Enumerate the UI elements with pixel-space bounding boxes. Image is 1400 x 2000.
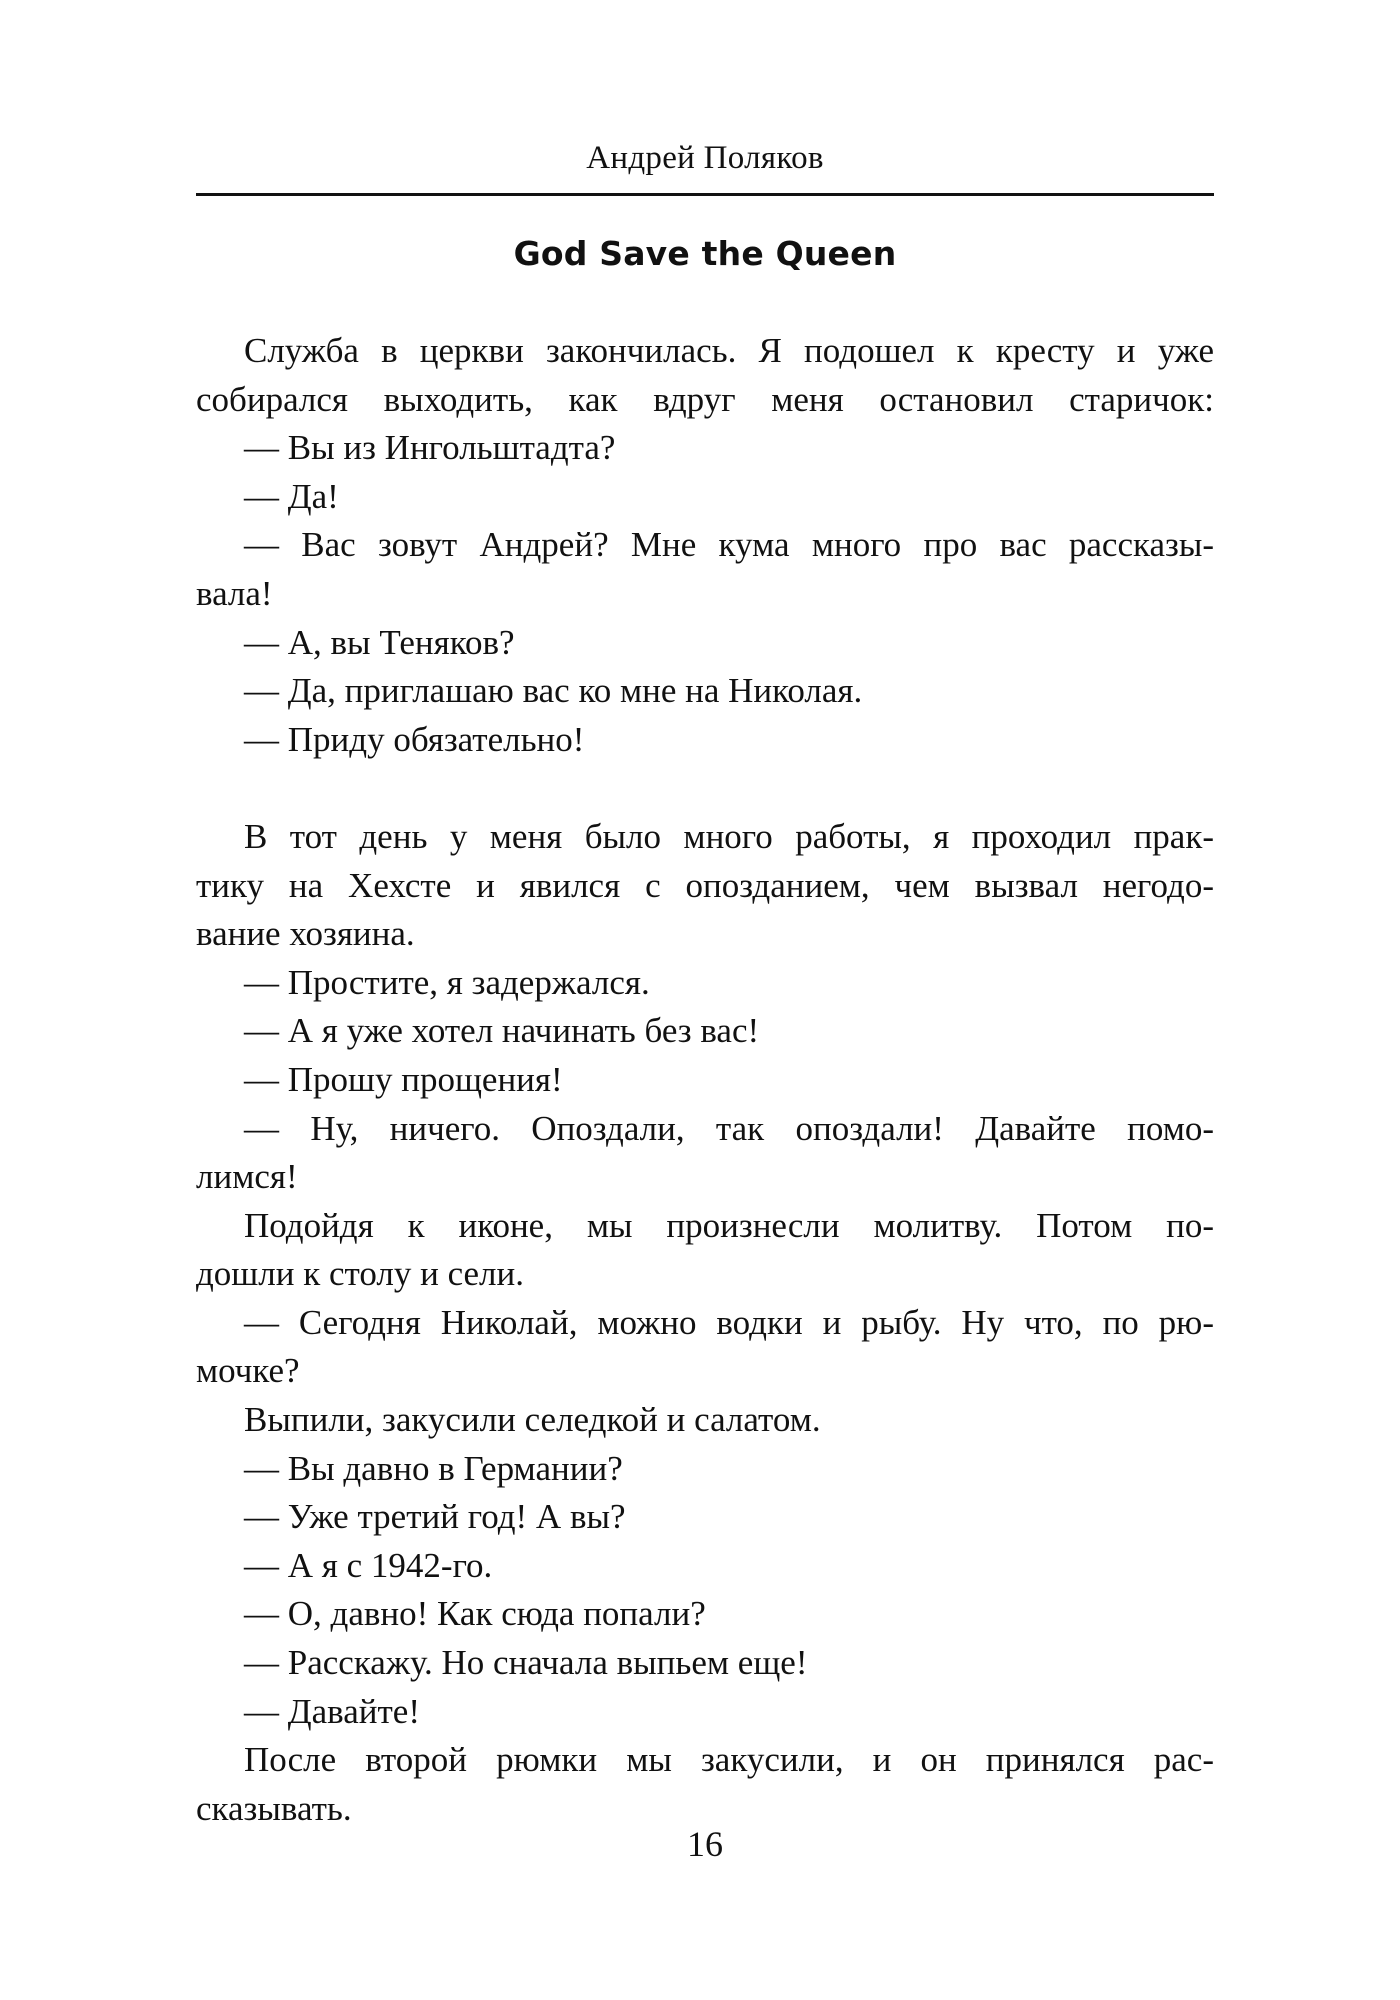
header-rule — [196, 193, 1214, 196]
text-line: Выпили, закусили селедкой и салатом. — [244, 1400, 821, 1440]
text-line: сказывать. — [196, 1788, 352, 1828]
text-line: вала! — [196, 573, 273, 613]
text-line: Подойдя к иконе, мы произнесли молитву. Потом по- — [244, 1205, 1214, 1245]
dialogue-line: — Да, приглашаю вас ко мне на Николая. — [244, 671, 863, 711]
dialogue-line: — Вас зовут Андрей? Мне кума много про вас рассказы- — [244, 525, 1214, 565]
text-line: Служба в церкви закончилась. Я подошел к кресту и уже — [244, 331, 1214, 370]
text-line: лимся! — [196, 1157, 298, 1197]
text-line: мочке? — [196, 1351, 300, 1391]
dialogue-line: — Простите, я задержался. — [244, 962, 650, 1002]
text-line: После второй рюмки мы закусили, и он принялся рас- — [244, 1740, 1214, 1780]
text-line: дошли к столу и сели. — [196, 1254, 525, 1294]
paragraph-gap — [196, 764, 1214, 813]
dialogue-line: — Сегодня Николай, можно водки и рыбу. Ну что, по рю- — [244, 1302, 1214, 1342]
dialogue-line: — Уже третий год! А вы? — [244, 1497, 626, 1537]
dialogue-line: — Расскажу. Но сначала выпьем еще! — [244, 1643, 808, 1683]
running-head-author: Андрей Поляков — [586, 140, 824, 176]
dialogue-line: — Прошу прощения! — [244, 1059, 563, 1099]
dialogue-line: — А я уже хотел начинать без вас! — [244, 1011, 760, 1051]
text-line: тику на Хехсте и явился с опозданием, чем вызвал негодо- — [196, 865, 1214, 905]
dialogue-line: — А, вы Теняков? — [244, 622, 515, 662]
dialogue-line: — О, давно! Как сюда попали? — [244, 1594, 706, 1634]
dialogue-line: — Да! — [244, 476, 339, 516]
text-line: вание хозяина. — [196, 914, 415, 954]
text-line: собирался выходить, как вдруг меня остановил старичок: — [196, 379, 1214, 419]
dialogue-line: — Приду обязательно! — [244, 719, 585, 759]
dialogue-line: — Давайте! — [244, 1691, 420, 1731]
dialogue-line: — Вы из Ингольштадта? — [244, 428, 616, 468]
chapter-title: God Save the Queen — [513, 234, 897, 273]
page-number: 16 — [687, 1824, 723, 1864]
dialogue-line: — А я с 1942-го. — [244, 1545, 493, 1585]
body-text — [196, 327, 1214, 1833]
dialogue-line: — Вы давно в Германии? — [244, 1448, 623, 1488]
text-line: В тот день у меня было много работы, я проходил прак- — [244, 816, 1214, 856]
dialogue-line: — Ну, ничего. Опоздали, так опоздали! Давайте помо- — [244, 1108, 1214, 1148]
